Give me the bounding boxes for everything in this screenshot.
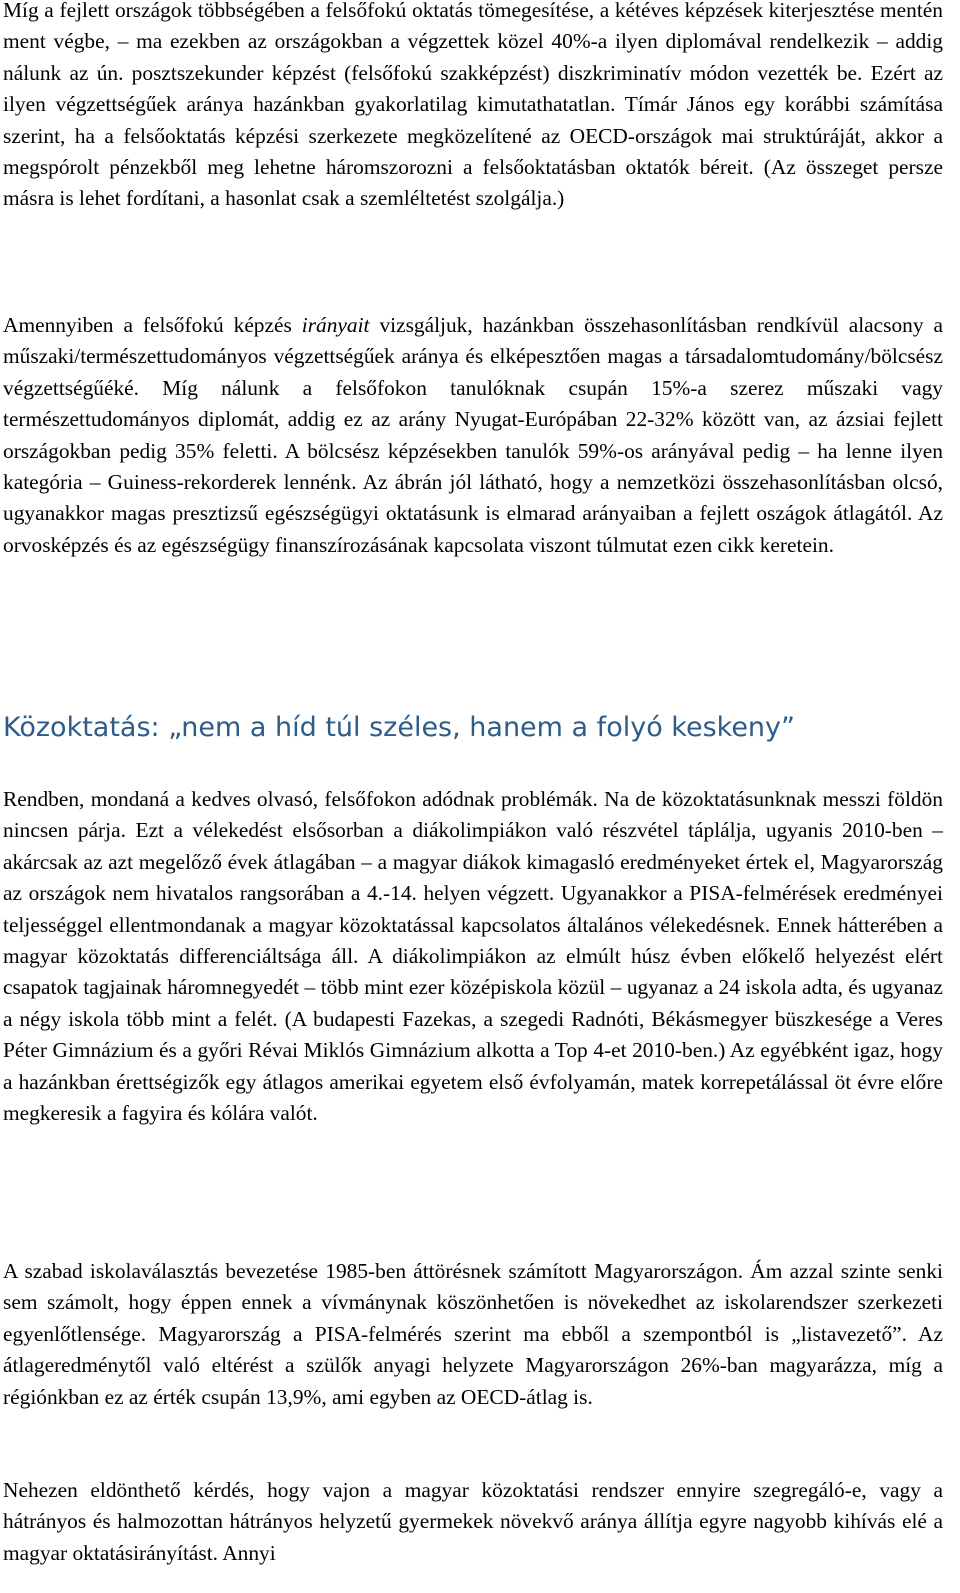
paragraph-text-after: vizsgáljuk, hazánkban összehasonlításban rendkívül alacsony a műszaki/természettudományos végzettségűek aránya és elképesztően magas a társadalomtudomány/bölcsész végzettségűéké. Míg nálunk a felsőfokon tanulóknak csupán 15%-a szerez műszaki vagy természettudományos diplomát, addig ez az arány Nyugat-Európában 22-32% között van, az ázsiai fejlett országokban pedig 35% feletti. A bölcsész képzésekben tanulók 59%-os arányával pedig – ha lenne ilyen kategória – Guiness-rekorderek lennénk. Az ábrán jól látható, hogy a nemzetközi összehasonlításban olcsó, ugyanakkor magas presztizsű egészségügyi oktatásunk is elmarad arányaiban a fejlett oszágok átlagától. Az orvosképzés és az egészségügy finanszírozásának kapcsolata viszont túlmutat ezen cikk keretein. <box>3 313 943 557</box>
section-heading: Közoktatás: „nem a híd túl széles, hanem a folyó keskeny” <box>3 712 796 743</box>
paragraph-school-choice: A szabad iskolaválasztás bevezetése 1985-ben áttörésnek számított Magyarországon. Ám azzal szinte senki sem számolt, hogy éppen ennek a vívmánynak köszönhetően is növekedhet az iskolarendszer szerkezeti egyenlőtlensége. Magyarország a PISA-felmérés szerint ma ebből a szempontból is „listavezető”. Az átlageredménytől való eltérést a szülők anyagi helyzete Magyarországon 26%-ban magyarázza, míg a régiónkban ez az érték csupán 13,9%, ami egyben az OECD-átlag is. <box>3 1259 943 1409</box>
paragraph-public-education: Rendben, mondaná a kedves olvasó, felsőfokon adódnak problémák. Na de közoktatásunknak messzi földön nincsen párja. Ezt a vélekedést elsősorban a diákolimpiákon való részvétel táplálja, ugyanis 2010-ben – akárcsak az azt megelőző évek átlagában – a magyar diákok kimagasló eredményeket értek el, Magyarország az országok nem hivatalos rangsorában a 4.-14. helyen végzett. Ugyanakkor a PISA-felmérések eredményei teljességgel ellentmondanak a magyar közoktatással kapcsolatos általános vélekedésnek. Ennek hátterében a magyar közoktatás differenciáltsága áll. A diákolimpiákon az elmúlt húsz évben előkelő helyezést elért csapatok tagjainak háromnegyedét – több mint ezer középiskola közül – ugyanaz a 24 iskola adta, és ugyanaz a négy iskola több mint a felét. (A budapesti Fazekas, a szegedi Radnóti, Békásmegyer büszkesége a Veres Péter Gimnázium és a győri Révai Miklós Gimnázium alkotta a Top 4-et 2010-ben.) Az egyébként igaz, hogy a hazánkban érettségizők egy átlagos amerikai egyetem első évfolyamán, matek korrepetálással öt évre előre megkeresik a fagyira és kólára valót. <box>3 787 943 1126</box>
paragraph-study-directions <box>3 310 943 561</box>
paragraph-higher-education-structure: Míg a fejlett országok többségében a felsőfokú oktatás tömegesítése, a kétéves képzések kiterjesztése mentén ment végbe, – ma ezekben az országokban a végzettek közel 40%-a ilyen diplomával rendelkezik – addig nálunk az ún. posztszekunder képzést (felsőfokú szakképzést) diszkriminatív módon vezették be. Ezért az ilyen végzettségűek aránya hazánkban gyakorlatilag kimutathatatlan. Tímár János egy korábbi számítása szerint, ha a felsőoktatás képzési szerkezete megközelítené az OECD-országok mai struktúráját, akkor a megspórolt pénzekből meg lehetne háromszorozni a felsőoktatásban oktatók béreit. (Az összeget persze másra is lehet fordítani, a hasonlat csak a szemléltetést szolgálja.) <box>3 0 943 211</box>
italic-term: irányait <box>301 313 370 337</box>
paragraph-segregation: Nehezen eldönthető kérdés, hogy vajon a magyar közoktatási rendszer ennyire szegregáló-e, vagy a hátrányos és halmozottan hátrányos helyzetű gyermekek növekvő aránya állítja egyre nagyobb kihívás elé a magyar oktatásirányítást. Annyi <box>3 1478 943 1565</box>
paragraph-text-before: Amennyiben a felsőfokú képzés <box>3 313 302 337</box>
